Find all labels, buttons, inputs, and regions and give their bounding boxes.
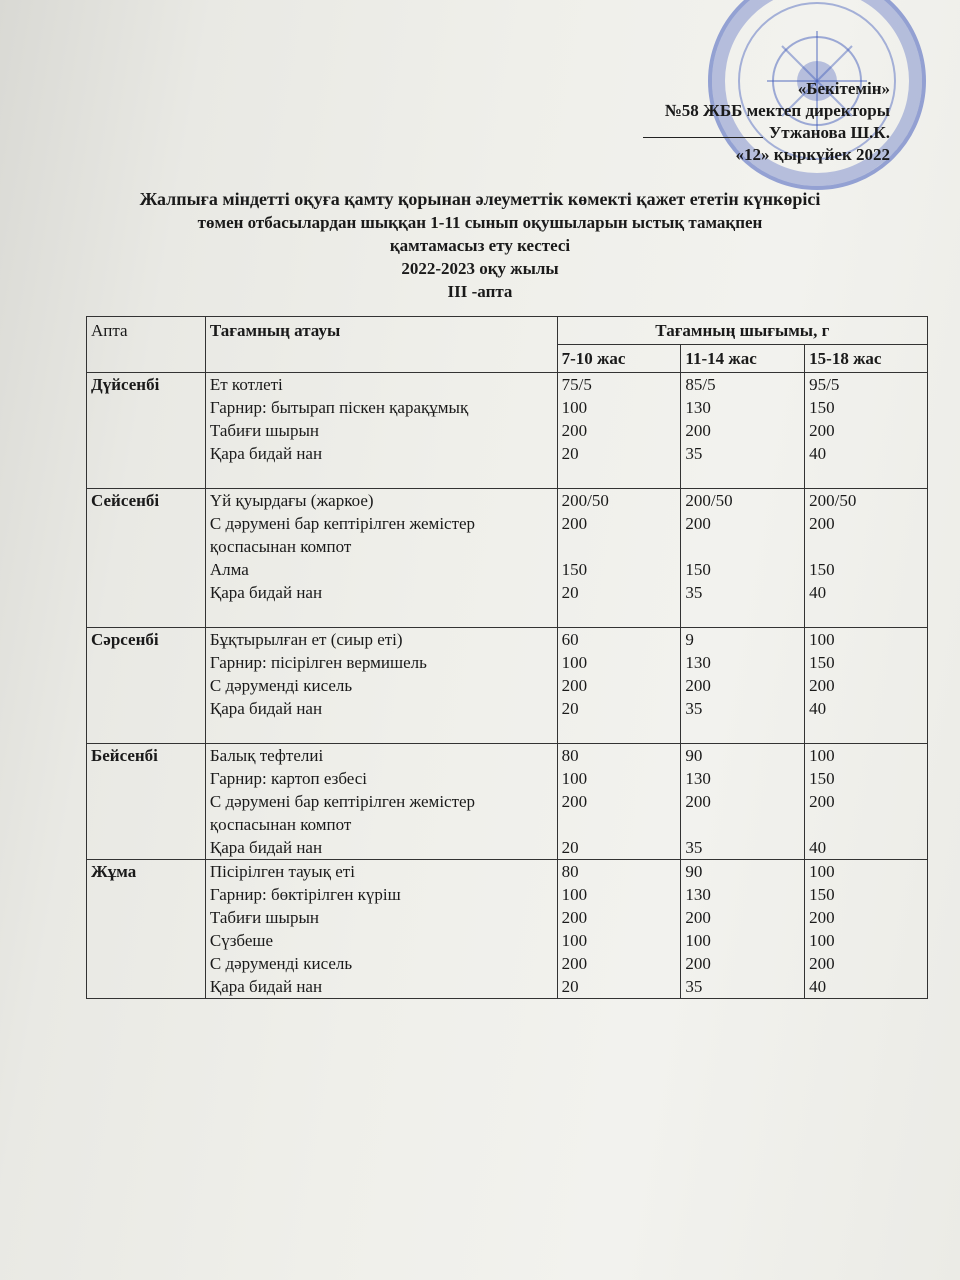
dish-cell-line: Қара бидай нан <box>209 583 323 602</box>
yield-15-18-cell-line: 200 <box>809 421 835 440</box>
header-age-15-18: 15-18 жас <box>805 345 928 373</box>
dish-cell-line: Гарнир: бөктірілген күріш <box>209 885 401 904</box>
yield-7-10-cell-line: 20 <box>561 977 579 996</box>
dish-cell-line: Гарнир: пісірілген вермишель <box>209 653 427 672</box>
yield-7-10-cell-line <box>562 535 677 558</box>
day-cell: Жұма <box>87 860 206 999</box>
table-row <box>87 860 928 999</box>
yield-15-18-cell-line: 40 <box>809 977 827 996</box>
yield-11-14-cell-line: 130 <box>685 885 711 904</box>
yield-15-18-cell-line: 150 <box>809 885 835 904</box>
yield-15-18-cell-line: 150 <box>809 560 835 579</box>
yield-7-10-cell-line: 100 <box>561 653 588 672</box>
dish-cell <box>205 860 557 999</box>
yield-15-18-cell-line: 150 <box>809 653 835 672</box>
yield-15-18-cell <box>805 489 928 628</box>
yield-7-10-cell-line: 150 <box>561 560 588 579</box>
yield-11-14-cell-line: 200 <box>685 954 711 973</box>
approval-line-3 <box>643 122 890 144</box>
yield-15-18-cell-line: 200 <box>809 908 835 927</box>
yield-7-10-cell-line <box>562 813 677 836</box>
dish-cell-line: Үй қуырдағы (жаркое) <box>209 491 374 510</box>
yield-11-14-cell-line: 130 <box>685 769 711 788</box>
yield-7-10-cell-line: 20 <box>561 583 579 602</box>
yield-11-14-cell-line: 200/50 <box>685 491 733 510</box>
yield-15-18-cell-line: 100 <box>809 746 835 765</box>
dish-cell-line: Қара бидай нан <box>209 838 323 857</box>
title-line-1: Жалпыға міндетті оқуға қамту қорынан әлеуметтік көмекті қажет ететін күнкөрісі <box>139 189 821 209</box>
dish-cell-line: Қара бидай нан <box>209 444 323 463</box>
yield-15-18-cell-line: 200 <box>809 954 835 973</box>
day-cell: Бейсенбі <box>87 744 206 860</box>
spacer <box>685 465 800 488</box>
spacer <box>809 465 923 488</box>
yield-7-10-cell <box>557 860 681 999</box>
yield-7-10-cell-line: 200 <box>561 908 588 927</box>
dish-cell-line: Бұқтырылған ет (сиыр еті) <box>209 630 403 649</box>
day-cell: Сейсенбі <box>87 489 206 628</box>
header-age-11-14: 11-14 жас <box>681 345 805 373</box>
dish-cell <box>205 744 557 860</box>
yield-15-18-cell <box>805 373 928 489</box>
yield-15-18-cell-line: 95/5 <box>809 375 840 394</box>
day-cell: Дүйсенбі <box>87 373 206 489</box>
yield-7-10-cell-line: 200/50 <box>561 491 609 510</box>
yield-11-14-cell-line: 9 <box>685 630 694 649</box>
yield-11-14-cell <box>681 860 805 999</box>
spacer <box>809 604 923 627</box>
yield-15-18-cell-line: 200/50 <box>809 491 857 510</box>
yield-11-14-cell-line: 90 <box>685 746 703 765</box>
menu-table-body <box>87 373 928 999</box>
dish-cell-line: Балық тефтелиі <box>209 746 324 765</box>
header-dish: Тағамның атауы <box>205 317 557 373</box>
dish-cell-line: Ет котлеті <box>209 375 283 394</box>
dish-cell-line: С дәруменді кисель <box>209 676 353 695</box>
spacer <box>562 465 677 488</box>
title-line-2: төмен отбасылардан шыққан 1-11 сынып оқушыларын ыстық тамақпен <box>197 213 763 232</box>
table-row <box>87 744 928 860</box>
menu-table <box>86 316 928 999</box>
dish-cell-line: Қара бидай нан <box>209 699 323 718</box>
yield-15-18-cell-line: 40 <box>809 583 827 602</box>
yield-11-14-cell-line: 85/5 <box>685 375 716 394</box>
yield-11-14-cell-line: 90 <box>685 862 703 881</box>
yield-11-14-cell <box>681 489 805 628</box>
yield-7-10-cell-line: 100 <box>561 931 588 950</box>
yield-7-10-cell <box>557 489 681 628</box>
yield-15-18-cell-line: 100 <box>809 931 835 950</box>
yield-15-18-cell-line: 40 <box>809 699 827 718</box>
day-cell: Сәрсенбі <box>87 628 206 744</box>
yield-11-14-cell-line: 35 <box>685 977 703 996</box>
dish-cell-line: Табиғи шырын <box>209 908 319 927</box>
yield-15-18-cell <box>805 860 928 999</box>
yield-11-14-cell-line: 200 <box>685 908 711 927</box>
yield-11-14-cell-line: 200 <box>685 792 711 811</box>
yield-11-14-cell <box>681 744 805 860</box>
yield-15-18-cell-line: 40 <box>809 444 827 463</box>
dish-cell-line: қоспасынан компот <box>209 537 352 556</box>
dish-cell-line: С дәруменді кисель <box>209 954 353 973</box>
dish-cell-line: Алма <box>209 560 249 579</box>
spacer <box>685 604 800 627</box>
table-row <box>87 373 928 489</box>
yield-7-10-cell-line: 200 <box>561 421 588 440</box>
approval-block <box>643 78 890 166</box>
yield-15-18-cell-line: 100 <box>809 862 835 881</box>
yield-15-18-cell-line: 200 <box>809 792 835 811</box>
table-row <box>87 628 928 744</box>
spacer <box>562 720 677 743</box>
approval-line-1: «Бекітемін» <box>797 79 890 98</box>
yield-15-18-cell <box>805 628 928 744</box>
approval-line-2: №58 ЖББ мектеп директоры <box>664 101 890 120</box>
yield-11-14-cell-line: 150 <box>685 560 711 579</box>
director-name: Утжанова Ш.К. <box>768 123 890 142</box>
yield-15-18-cell-line: 150 <box>809 769 835 788</box>
yield-11-14-cell-line <box>685 813 800 836</box>
yield-11-14-cell-line: 200 <box>685 514 711 533</box>
table-row <box>87 489 928 628</box>
yield-7-10-cell-line: 200 <box>561 954 588 973</box>
yield-11-14-cell-line: 35 <box>685 583 703 602</box>
title-line-3: қамтамасыз ету кестесі <box>389 236 571 255</box>
dish-cell-line: қоспасынан компот <box>209 815 352 834</box>
yield-15-18-cell <box>805 744 928 860</box>
yield-11-14-cell-line: 100 <box>685 931 711 950</box>
yield-7-10-cell-line: 60 <box>561 630 579 649</box>
yield-11-14-cell-line: 200 <box>685 421 711 440</box>
yield-15-18-cell-line: 40 <box>809 838 827 857</box>
document-title <box>60 188 900 303</box>
yield-11-14-cell-line: 200 <box>685 676 711 695</box>
spacer <box>562 604 677 627</box>
yield-7-10-cell-line: 20 <box>561 699 579 718</box>
dish-cell <box>205 489 557 628</box>
title-line-5: ІІІ -апта <box>447 282 513 301</box>
yield-7-10-cell-line: 80 <box>561 862 579 881</box>
yield-7-10-cell-line: 20 <box>561 838 579 857</box>
yield-7-10-cell-line: 20 <box>561 444 579 463</box>
yield-7-10-cell-line: 200 <box>561 514 588 533</box>
yield-11-14-cell-line: 35 <box>685 838 703 857</box>
dish-cell-line: Сүзбеше <box>209 931 274 950</box>
spacer <box>210 604 553 627</box>
header-yield: Тағамның шығымы, г <box>557 317 927 345</box>
title-line-4: 2022-2023 оқу жылы <box>401 259 559 278</box>
yield-11-14-cell-line: 35 <box>685 699 703 718</box>
dish-cell-line: Гарнир: бытырап піскен қарақұмық <box>209 398 469 417</box>
spacer <box>210 465 553 488</box>
yield-15-18-cell-line: 150 <box>809 398 835 417</box>
yield-11-14-cell-line: 130 <box>685 398 711 417</box>
spacer <box>685 720 800 743</box>
spacer <box>809 720 923 743</box>
yield-11-14-cell <box>681 628 805 744</box>
yield-15-18-cell-line <box>809 535 923 558</box>
dish-cell-line: С дәрумені бар кептірілген жемістер <box>209 514 476 533</box>
yield-11-14-cell-line: 35 <box>685 444 703 463</box>
dish-cell-line: Табиғи шырын <box>209 421 319 440</box>
yield-7-10-cell-line: 200 <box>561 676 588 695</box>
yield-7-10-cell <box>557 744 681 860</box>
yield-7-10-cell <box>557 373 681 489</box>
yield-7-10-cell-line: 75/5 <box>561 375 592 394</box>
spacer <box>210 720 553 743</box>
yield-15-18-cell-line: 200 <box>809 514 835 533</box>
dish-cell <box>205 373 557 489</box>
yield-7-10-cell-line: 100 <box>561 398 588 417</box>
dish-cell-line: Қара бидай нан <box>209 977 323 996</box>
header-age-7-10: 7-10 жас <box>557 345 681 373</box>
signature-line <box>643 123 763 138</box>
yield-15-18-cell-line: 200 <box>809 676 835 695</box>
yield-7-10-cell <box>557 628 681 744</box>
yield-11-14-cell-line <box>685 535 800 558</box>
dish-cell-line: С дәрумені бар кептірілген жемістер <box>209 792 476 811</box>
dish-cell-line: Гарнир: картоп езбесі <box>209 769 367 788</box>
yield-11-14-cell <box>681 373 805 489</box>
yield-11-14-cell-line: 130 <box>685 653 711 672</box>
approval-line-4: «12» қыркүйек 2022 <box>735 145 890 164</box>
dish-cell-line: Пісірілген тауық еті <box>209 862 355 881</box>
yield-7-10-cell-line: 200 <box>561 792 588 811</box>
header-week: Апта <box>87 317 206 373</box>
yield-15-18-cell-line: 100 <box>809 630 835 649</box>
yield-15-18-cell-line <box>809 813 923 836</box>
yield-7-10-cell-line: 80 <box>561 746 579 765</box>
yield-7-10-cell-line: 100 <box>561 885 588 904</box>
dish-cell <box>205 628 557 744</box>
yield-7-10-cell-line: 100 <box>561 769 588 788</box>
